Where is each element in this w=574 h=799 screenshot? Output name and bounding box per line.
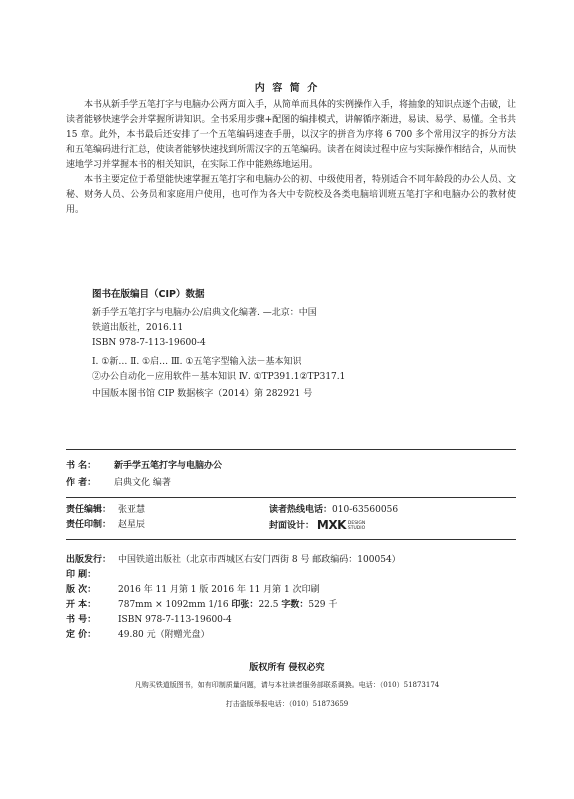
cip-line-4: Ⅰ. ①新… Ⅱ. ①启… Ⅲ. ①五笔字型输入法－基本知识	[92, 357, 302, 367]
printer-label: 责任印制：	[66, 520, 112, 530]
price-value: 49.80 元（附赠光盘）	[118, 630, 210, 640]
words-value: 529 千	[308, 600, 338, 610]
mxk-logo-mark: MXK	[316, 518, 346, 532]
cip-number	[92, 387, 392, 402]
mxk-logo-sub-1: DESIGN	[347, 520, 366, 526]
piracy-hotline: 打击盗版举报电话：（010）51873659	[225, 700, 349, 708]
cover-row	[269, 518, 365, 534]
sheets-label: 印张：	[231, 600, 259, 610]
intro-paragraph-1: 本书从新手学五笔打字与电脑办公两方面入手，从简单而具体的实例操作入手，将抽象的知识点逐个击破，让读者能够快速学会并掌握所讲知识。全书采用步骤+配图的编排模式，讲解循序渐进，易读、易学、易懂。全书共 15 章。此外，本书最后还安排了一个五笔编码速查手册，以汉字的拼音为序将 6 700 多个常用汉字的拆分方法和五笔编码进行汇总，使读者能够快速找到所需汉字的五笔编码。读者在阅读过程中应与实际操作相结合，从而快速地学习并掌握本书的相关知识，在实际工作中能熟练地运用。	[66, 100, 517, 170]
format-value: 787mm × 1092mm 1/16	[118, 600, 232, 610]
mxk-design-studio-logo	[317, 518, 365, 533]
intro-paragraph-2: 本书主要定位于希望能快速掌握五笔打字和电脑办公的初、中级使用者，特别适合不同年龄段的办公人员、文秘、财务人员、公务员和家庭用户使用，也可作为各大中专院校及各类电脑培训班五笔打字和电脑办公的教材使用。	[66, 175, 517, 215]
print-label: 印 刷：	[66, 570, 97, 580]
edition-row	[66, 583, 320, 598]
isbn-row	[66, 613, 232, 628]
divider-top	[66, 449, 516, 450]
sheets-value: 22.5	[258, 600, 282, 610]
copyright-title: 版权所有 侵权必究	[249, 663, 325, 673]
cover-label: 封面设计：	[269, 521, 315, 531]
edition-label: 版 次：	[66, 585, 97, 595]
book-title-value: 新手学五笔打字与电脑办公	[114, 461, 223, 471]
printer-row	[66, 518, 145, 533]
divider-bottom	[66, 539, 516, 540]
cip-classification	[92, 355, 392, 385]
cip-line-6: 中国版本图书馆 CIP 数据核字（2014）第 282921 号	[92, 389, 313, 399]
cip-record	[92, 306, 392, 351]
hotline-value: 010-63560056	[332, 505, 399, 515]
intro-title: 内 容 简 介	[254, 83, 320, 94]
publisher-value: 中国铁道出版社（北京市西城区右安门西街 8 号 邮政编码：100054）	[118, 555, 401, 565]
cip-line-5: ②办公自动化－应用软件－基本知识 Ⅳ. ①TP391.1②TP317.1	[92, 372, 346, 382]
publisher-row	[66, 553, 401, 568]
mxk-logo-subtext	[348, 521, 365, 531]
isbn-label: 书 号：	[66, 615, 97, 625]
editor-label: 责任编辑：	[66, 505, 112, 515]
editor-value: 张亚慧	[118, 505, 146, 515]
cip-line-1: 新手学五笔打字与电脑办公/启典文化编著. —北京：中国	[92, 308, 317, 318]
book-author-row	[66, 476, 171, 491]
book-title-label: 书 名：	[66, 461, 97, 471]
price-row	[66, 628, 210, 643]
words-label: 字数：	[281, 600, 309, 610]
hotline-label: 读者热线电话：	[269, 505, 333, 515]
cip-line-3: ISBN 978-7-113-19600-4	[92, 338, 206, 348]
format-label: 开 本：	[66, 600, 97, 610]
print-row	[66, 568, 118, 583]
book-title-row	[66, 459, 222, 474]
mxk-logo-sub-2: STUDIO	[347, 525, 366, 531]
book-author-label: 作 者：	[66, 478, 97, 488]
cip-title: 图书在版编目（CIP）数据	[92, 289, 205, 300]
isbn-value: ISBN 978-7-113-19600-4	[118, 615, 232, 625]
intro-text	[66, 98, 516, 218]
cip-line-2: 铁道出版社，2016.11	[92, 323, 184, 333]
edition-value: 2016 年 11 月第 1 版 2016 年 11 月第 1 次印刷	[118, 585, 320, 595]
publisher-label: 出版发行：	[66, 555, 112, 565]
price-label: 定 价：	[66, 630, 97, 640]
format-row	[66, 598, 337, 613]
hotline-row	[269, 503, 398, 518]
printer-value: 赵星辰	[118, 520, 146, 530]
editor-row	[66, 503, 145, 518]
book-author-value: 启典文化 编著	[114, 478, 171, 488]
divider-middle	[66, 497, 516, 498]
copyright-notice: 凡购买铁道版图书，如有印制质量问题，请与本社读者服务部联系调换。电话：（010）51873174	[134, 681, 440, 689]
